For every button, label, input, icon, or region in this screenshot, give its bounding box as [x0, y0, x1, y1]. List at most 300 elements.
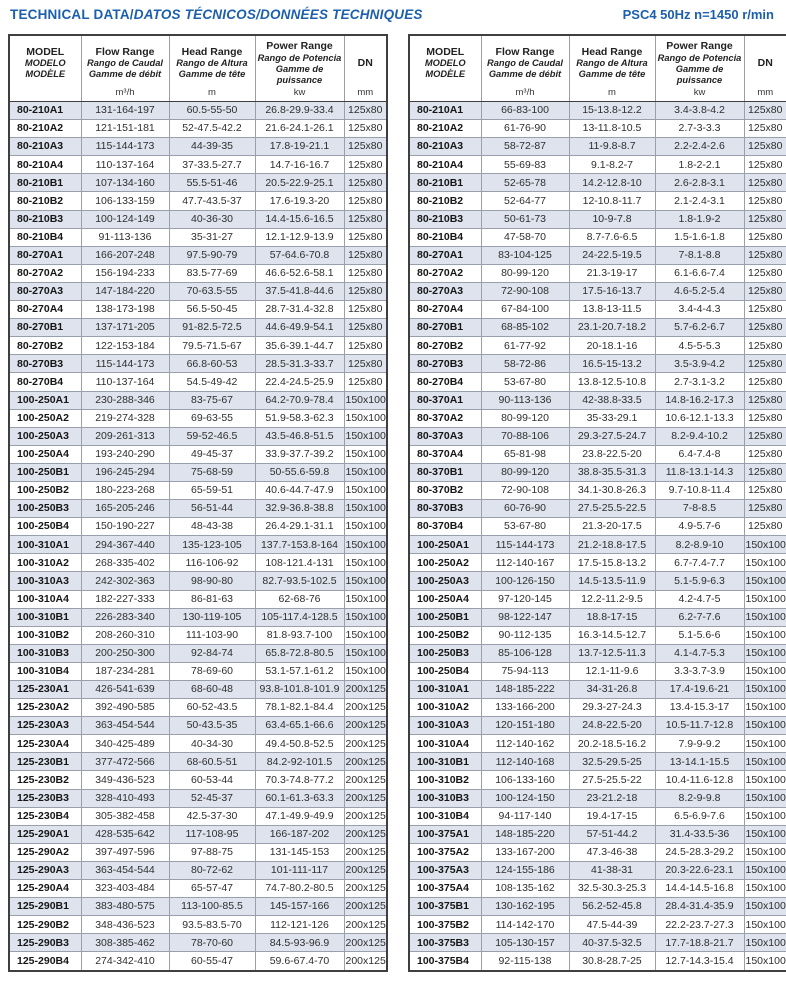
- head-cell: 92-84-74: [169, 644, 255, 662]
- flow-cell: 340-425-489: [81, 735, 169, 753]
- table-row: [9, 391, 387, 409]
- table-row: [409, 445, 786, 463]
- power-cell: 31.4-33.5-36: [655, 825, 744, 843]
- dn-cell: 150x100: [744, 536, 786, 554]
- dn-cell: 150x100: [344, 409, 387, 427]
- table-row: [9, 608, 387, 626]
- power-cell: 84.2-92-101.5: [255, 753, 344, 771]
- model-cell: 100-250B2: [409, 626, 481, 644]
- power-cell: 26.4-29.1-31.1: [255, 518, 344, 536]
- power-cell: 6.4-7.4-8: [655, 445, 744, 463]
- power-cell: 6.5-6.9-7.6: [655, 807, 744, 825]
- table-row: [409, 861, 786, 879]
- power-cell: 2.7-3.1-3.2: [655, 373, 744, 391]
- dn-cell: 150x100: [744, 753, 786, 771]
- head-cell: 86-81-63: [169, 590, 255, 608]
- model-cell: 80-210B1: [9, 174, 81, 192]
- head-cell: 21.3-20-17.5: [569, 518, 655, 536]
- col-header-head: Head Range Rango de Altura Gamme de tête m: [169, 35, 255, 102]
- head-cell: 47.7-43.5-37: [169, 192, 255, 210]
- table-row: [9, 934, 387, 952]
- dn-cell: 125x80: [344, 156, 387, 174]
- head-cell: 65-59-51: [169, 481, 255, 499]
- head-cell: 78-69-60: [169, 662, 255, 680]
- model-cell: 125-230A1: [9, 681, 81, 699]
- flow-cell: 65-81-98: [481, 445, 569, 463]
- model-cell: 125-230A3: [9, 717, 81, 735]
- flow-cell: 83-104-125: [481, 246, 569, 264]
- table-row: [9, 536, 387, 554]
- dn-cell: 150x100: [344, 391, 387, 409]
- table-row: [409, 699, 786, 717]
- flow-cell: 348-436-523: [81, 916, 169, 934]
- head-cell: 60-53-44: [169, 771, 255, 789]
- head-cell: 10-9-7.8: [569, 210, 655, 228]
- dn-cell: 200x125: [344, 825, 387, 843]
- model-cell: 80-270A2: [409, 264, 481, 282]
- power-cell: 28.7-31.4-32.8: [255, 301, 344, 319]
- power-cell: 2.2-2.4-2.6: [655, 138, 744, 156]
- head-cell: 65-57-47: [169, 880, 255, 898]
- power-cell: 49.4-50.8-52.5: [255, 735, 344, 753]
- dn-cell: 125x80: [744, 102, 786, 120]
- head-cell: 69-63-55: [169, 409, 255, 427]
- dn-cell: 150x100: [744, 717, 786, 735]
- dn-cell: 125x80: [744, 373, 786, 391]
- dn-cell: 150x100: [344, 608, 387, 626]
- head-cell: 68-60.5-51: [169, 753, 255, 771]
- head-cell: 42.5-37-30: [169, 807, 255, 825]
- flow-cell: 193-240-290: [81, 445, 169, 463]
- head-cell: 80-72-62: [169, 861, 255, 879]
- model-cell: 100-250B2: [9, 481, 81, 499]
- flow-cell: 72-90-108: [481, 282, 569, 300]
- col-header-power: Power Range Rango de Potencia Gamme de puissance kw: [255, 35, 344, 102]
- pump-table-right: [408, 34, 786, 972]
- table-row: [9, 282, 387, 300]
- dn-cell: 150x100: [744, 590, 786, 608]
- table-row: [409, 319, 786, 337]
- model-cell: 80-370B1: [409, 463, 481, 481]
- dn-cell: 150x100: [744, 898, 786, 916]
- model-cell: 125-290B3: [9, 934, 81, 952]
- table-row: [409, 771, 786, 789]
- head-cell: 14.5-13.5-11.9: [569, 572, 655, 590]
- col-header-dn: DN mm: [744, 35, 786, 102]
- head-cell: 16.3-14.5-12.7: [569, 626, 655, 644]
- dn-cell: 125x80: [344, 120, 387, 138]
- flow-cell: 70-88-106: [481, 427, 569, 445]
- model-cell: 125-290B1: [9, 898, 81, 916]
- flow-cell: 68-85-102: [481, 319, 569, 337]
- power-cell: 32.9-36.8-38.8: [255, 500, 344, 518]
- table-row: [9, 916, 387, 934]
- flow-cell: 106-133-159: [81, 192, 169, 210]
- table-row: [9, 518, 387, 536]
- head-cell: 57-51-44.2: [569, 825, 655, 843]
- power-cell: 6.7-7.4-7.7: [655, 554, 744, 572]
- power-cell: 2.6-2.8-3.1: [655, 174, 744, 192]
- head-cell: 47.5-44-39: [569, 916, 655, 934]
- table-row: [9, 210, 387, 228]
- table-row: [9, 572, 387, 590]
- table-body: [9, 102, 387, 971]
- table-row: [9, 500, 387, 518]
- power-cell: 84.5-93-96.9: [255, 934, 344, 952]
- flow-cell: 60-76-90: [481, 500, 569, 518]
- dn-cell: 125x80: [744, 355, 786, 373]
- power-cell: 137.7-153.8-164: [255, 536, 344, 554]
- flow-cell: 58-72-86: [481, 355, 569, 373]
- model-cell: 80-210A4: [9, 156, 81, 174]
- table-row: [409, 717, 786, 735]
- power-cell: 11.8-13.1-14.3: [655, 463, 744, 481]
- table-row: [409, 102, 786, 120]
- table-row: [9, 843, 387, 861]
- head-cell: 13.8-12.5-10.8: [569, 373, 655, 391]
- model-cell: 80-210B4: [9, 228, 81, 246]
- dn-cell: 200x125: [344, 771, 387, 789]
- table-row: [9, 445, 387, 463]
- dn-cell: 125x80: [344, 373, 387, 391]
- power-cell: 10.6-12.1-13.3: [655, 409, 744, 427]
- model-cell: 80-210A4: [409, 156, 481, 174]
- flow-cell: 100-126-150: [481, 572, 569, 590]
- table-row: [409, 138, 786, 156]
- flow-cell: 112-140-162: [481, 735, 569, 753]
- dn-cell: 200x125: [344, 952, 387, 971]
- table-row: [409, 536, 786, 554]
- table-row: [409, 934, 786, 952]
- flow-cell: 47-58-70: [481, 228, 569, 246]
- dn-cell: 200x125: [344, 681, 387, 699]
- power-cell: 108-121.4-131: [255, 554, 344, 572]
- flow-cell: 383-480-575: [81, 898, 169, 916]
- head-cell: 50-43.5-35: [169, 717, 255, 735]
- flow-cell: 75-94-113: [481, 662, 569, 680]
- dn-cell: 125x80: [744, 301, 786, 319]
- table-row: [9, 481, 387, 499]
- table-row: [409, 228, 786, 246]
- dn-cell: 125x80: [344, 337, 387, 355]
- head-cell: 111-103-90: [169, 626, 255, 644]
- flow-cell: 53-67-80: [481, 373, 569, 391]
- power-cell: 8.2-8.9-10: [655, 536, 744, 554]
- head-cell: 117-108-95: [169, 825, 255, 843]
- flow-cell: 182-227-333: [81, 590, 169, 608]
- flow-cell: 148-185-222: [481, 681, 569, 699]
- flow-cell: 392-490-585: [81, 699, 169, 717]
- table-row: [9, 554, 387, 572]
- model-cell: 125-230B3: [9, 789, 81, 807]
- head-cell: 23.8-22.5-20: [569, 445, 655, 463]
- table-row: [9, 825, 387, 843]
- flow-cell: 94-117-140: [481, 807, 569, 825]
- model-cell: 100-375B2: [409, 916, 481, 934]
- model-cell: 80-270B4: [409, 373, 481, 391]
- flow-cell: 66-83-100: [481, 102, 569, 120]
- model-cell: 125-230B1: [9, 753, 81, 771]
- model-cell: 125-290B4: [9, 952, 81, 971]
- dn-cell: 150x100: [744, 662, 786, 680]
- head-cell: 113-100-85.5: [169, 898, 255, 916]
- model-cell: 80-210A2: [409, 120, 481, 138]
- dn-cell: 125x80: [344, 282, 387, 300]
- flow-cell: 61-76-90: [481, 120, 569, 138]
- power-cell: 33.9-37.7-39.2: [255, 445, 344, 463]
- table-row: [9, 590, 387, 608]
- flow-cell: 209-261-313: [81, 427, 169, 445]
- model-cell: 100-250A3: [9, 427, 81, 445]
- power-cell: 43.5-46.8-51.5: [255, 427, 344, 445]
- dn-cell: 125x80: [744, 120, 786, 138]
- table-row: [9, 861, 387, 879]
- flow-cell: 107-134-160: [81, 174, 169, 192]
- table-row: [9, 337, 387, 355]
- dn-cell: 150x100: [344, 518, 387, 536]
- model-cell: 80-270B2: [409, 337, 481, 355]
- table-row: [409, 789, 786, 807]
- dn-cell: 125x80: [744, 138, 786, 156]
- table-row: [9, 355, 387, 373]
- head-cell: 12-10.8-11.7: [569, 192, 655, 210]
- table-row: [409, 481, 786, 499]
- head-cell: 97-88-75: [169, 843, 255, 861]
- flow-cell: 100-124-149: [81, 210, 169, 228]
- table-row: [409, 282, 786, 300]
- head-cell: 21.3-19-17: [569, 264, 655, 282]
- flow-cell: 349-436-523: [81, 771, 169, 789]
- dn-cell: 125x80: [744, 319, 786, 337]
- power-cell: 47.1-49.9-49.9: [255, 807, 344, 825]
- head-cell: 40-34-30: [169, 735, 255, 753]
- table-row: [9, 319, 387, 337]
- table-row: [9, 427, 387, 445]
- head-cell: 78-70-60: [169, 934, 255, 952]
- model-cell: 100-250B3: [9, 500, 81, 518]
- power-cell: 9.7-10.8-11.4: [655, 481, 744, 499]
- model-cell: 100-250A4: [9, 445, 81, 463]
- dn-cell: 150x100: [744, 608, 786, 626]
- dn-cell: 125x80: [344, 355, 387, 373]
- dn-cell: 150x100: [744, 952, 786, 971]
- head-cell: 116-106-92: [169, 554, 255, 572]
- table-row: [409, 681, 786, 699]
- power-cell: 60.1-61.3-63.3: [255, 789, 344, 807]
- page-title-translations: DATOS TÉCNICOS/DONNÉES TECHNIQUES: [133, 7, 423, 22]
- dn-cell: 150x100: [744, 825, 786, 843]
- model-cell: 80-270A4: [409, 301, 481, 319]
- power-cell: 44.6-49.9-54.1: [255, 319, 344, 337]
- head-cell: 52-45-37: [169, 789, 255, 807]
- model-cell: 100-250B1: [409, 608, 481, 626]
- power-cell: 17.8-19-21.1: [255, 138, 344, 156]
- head-cell: 59-52-46.5: [169, 427, 255, 445]
- model-cell: 100-250A1: [9, 391, 81, 409]
- power-cell: 51.9-58.3-62.3: [255, 409, 344, 427]
- model-cell: 100-310B1: [409, 753, 481, 771]
- table-row: [9, 373, 387, 391]
- table-row: [409, 337, 786, 355]
- dn-cell: 125x80: [744, 427, 786, 445]
- flow-cell: 97-120-145: [481, 590, 569, 608]
- table-row: [409, 554, 786, 572]
- model-cell: 80-210A1: [409, 102, 481, 120]
- flow-cell: 196-245-294: [81, 463, 169, 481]
- power-cell: 14.4-14.5-16.8: [655, 880, 744, 898]
- flow-cell: 52-64-77: [481, 192, 569, 210]
- power-cell: 64.2-70.9-78.4: [255, 391, 344, 409]
- model-cell: 100-375A3: [409, 861, 481, 879]
- head-cell: 20.2-18.5-16.2: [569, 735, 655, 753]
- dn-cell: 200x125: [344, 880, 387, 898]
- power-cell: 82.7-93.5-102.5: [255, 572, 344, 590]
- head-cell: 60-52-43.5: [169, 699, 255, 717]
- power-cell: 57-64.6-70.8: [255, 246, 344, 264]
- flow-cell: 52-65-78: [481, 174, 569, 192]
- head-cell: 23.1-20.7-18.2: [569, 319, 655, 337]
- model-cell: 100-375B4: [409, 952, 481, 971]
- head-cell: 60.5-55-50: [169, 102, 255, 120]
- col-header-flow: Flow Range Rango de Caudal Gamme de débit m³/h: [81, 35, 169, 102]
- table-row: [9, 301, 387, 319]
- power-cell: 12.1-12.9-13.9: [255, 228, 344, 246]
- flow-cell: 328-410-493: [81, 789, 169, 807]
- head-cell: 8.7-7.6-6.5: [569, 228, 655, 246]
- power-cell: 3.4-4-4.3: [655, 301, 744, 319]
- power-cell: 37.5-41.8-44.6: [255, 282, 344, 300]
- head-cell: 75-68-59: [169, 463, 255, 481]
- flow-cell: 108-135-162: [481, 880, 569, 898]
- head-cell: 130-119-105: [169, 608, 255, 626]
- dn-cell: 150x100: [744, 789, 786, 807]
- table-row: [409, 192, 786, 210]
- head-cell: 34-31-26.8: [569, 681, 655, 699]
- dn-cell: 150x100: [344, 626, 387, 644]
- head-cell: 27.5-25.5-22.5: [569, 500, 655, 518]
- table-row: [9, 626, 387, 644]
- flow-cell: 122-153-184: [81, 337, 169, 355]
- table-row: [409, 463, 786, 481]
- dn-cell: 200x125: [344, 934, 387, 952]
- flow-cell: 61-77-92: [481, 337, 569, 355]
- power-cell: 53.1-57.1-61.2: [255, 662, 344, 680]
- model-cell: 125-290A2: [9, 843, 81, 861]
- head-cell: 40-37.5-32.5: [569, 934, 655, 952]
- head-cell: 9.1-8.2-7: [569, 156, 655, 174]
- flow-cell: 226-283-340: [81, 608, 169, 626]
- dn-cell: 125x80: [744, 337, 786, 355]
- head-cell: 55.5-51-46: [169, 174, 255, 192]
- table-row: [409, 626, 786, 644]
- flow-cell: 180-223-268: [81, 481, 169, 499]
- dn-cell: 125x80: [744, 228, 786, 246]
- head-cell: 56.2-52-45.8: [569, 898, 655, 916]
- dn-cell: 150x100: [344, 445, 387, 463]
- flow-cell: 187-234-281: [81, 662, 169, 680]
- model-cell: 125-230B4: [9, 807, 81, 825]
- table-row: [9, 463, 387, 481]
- head-cell: 21.2-18.8-17.5: [569, 536, 655, 554]
- dn-cell: 125x80: [344, 174, 387, 192]
- dn-cell: 150x100: [344, 427, 387, 445]
- model-cell: 100-310B2: [409, 771, 481, 789]
- table-row: [9, 228, 387, 246]
- flow-cell: 105-130-157: [481, 934, 569, 952]
- power-cell: 24.5-28.3-29.2: [655, 843, 744, 861]
- model-cell: 80-210B1: [409, 174, 481, 192]
- dn-cell: 125x80: [344, 264, 387, 282]
- dn-cell: 125x80: [344, 192, 387, 210]
- model-cell: 100-310B2: [9, 626, 81, 644]
- flow-cell: 397-497-596: [81, 843, 169, 861]
- table-row: [409, 916, 786, 934]
- table-row: [409, 590, 786, 608]
- power-cell: 112-121-126: [255, 916, 344, 934]
- power-cell: 21.6-24.1-26.1: [255, 120, 344, 138]
- table-row: [409, 156, 786, 174]
- flow-cell: 428-535-642: [81, 825, 169, 843]
- dn-cell: 200x125: [344, 843, 387, 861]
- power-cell: 70.3-74.8-77.2: [255, 771, 344, 789]
- table-row: [9, 644, 387, 662]
- flow-cell: 133-167-200: [481, 843, 569, 861]
- dn-cell: 125x80: [744, 156, 786, 174]
- power-cell: 62-68-76: [255, 590, 344, 608]
- flow-cell: 114-142-170: [481, 916, 569, 934]
- model-cell: 100-250A2: [9, 409, 81, 427]
- flow-cell: 156-194-233: [81, 264, 169, 282]
- model-cell: 100-310A3: [9, 572, 81, 590]
- model-cell: 100-250B1: [9, 463, 81, 481]
- head-cell: 18.8-17-15: [569, 608, 655, 626]
- model-cell: 80-370B2: [409, 481, 481, 499]
- model-cell: 100-375A1: [409, 825, 481, 843]
- head-cell: 47.3-46-38: [569, 843, 655, 861]
- model-cell: 80-370A3: [409, 427, 481, 445]
- table-row: [9, 246, 387, 264]
- head-cell: 52-47.5-42.2: [169, 120, 255, 138]
- power-cell: 6.1-6.6-7.4: [655, 264, 744, 282]
- flow-cell: 110-137-164: [81, 373, 169, 391]
- dn-cell: 150x100: [344, 644, 387, 662]
- model-cell: 100-310A1: [9, 536, 81, 554]
- flow-cell: 165-205-246: [81, 500, 169, 518]
- flow-cell: 92-115-138: [481, 952, 569, 971]
- col-header-head: Head Range Rango de Altura Gamme de tête m: [569, 35, 655, 102]
- table-row: [9, 156, 387, 174]
- flow-cell: 137-171-205: [81, 319, 169, 337]
- power-cell: 3.3-3.7-3.9: [655, 662, 744, 680]
- dn-cell: 125x80: [344, 301, 387, 319]
- table-row: [9, 753, 387, 771]
- model-cell: 100-250B3: [409, 644, 481, 662]
- table-row: [409, 355, 786, 373]
- flow-cell: 363-454-544: [81, 717, 169, 735]
- power-cell: 5.7-6.2-6.7: [655, 319, 744, 337]
- model-cell: 80-210B4: [409, 228, 481, 246]
- table-row: [9, 789, 387, 807]
- table-row: [9, 102, 387, 120]
- dn-cell: 200x125: [344, 699, 387, 717]
- head-cell: 135-123-105: [169, 536, 255, 554]
- model-cell: 80-270B4: [9, 373, 81, 391]
- head-cell: 56.5-50-45: [169, 301, 255, 319]
- dn-cell: 200x125: [344, 807, 387, 825]
- model-cell: 100-250A2: [409, 554, 481, 572]
- model-cell: 100-310B4: [9, 662, 81, 680]
- dn-cell: 200x125: [344, 717, 387, 735]
